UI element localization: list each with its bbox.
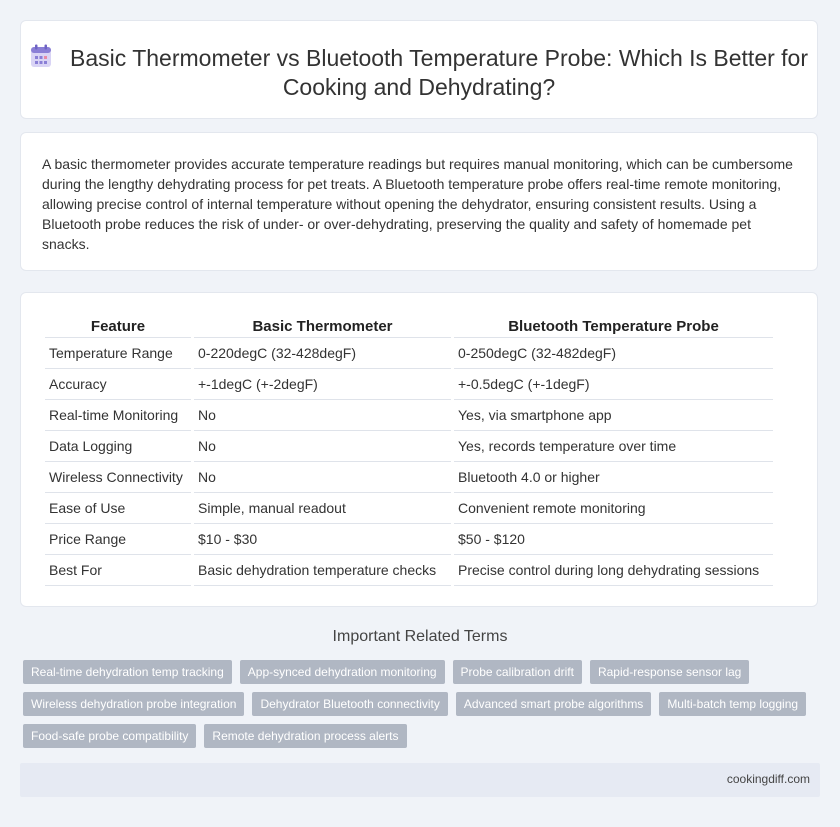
- table-header-row: [45, 315, 773, 338]
- bluetooth-cell: 0-250degC (32-482degF): [454, 338, 773, 369]
- related-term-tag[interactable]: Multi-batch temp logging: [659, 692, 806, 716]
- header-feature: Feature: [45, 315, 191, 338]
- bluetooth-cell: $50 - $120: [454, 524, 773, 555]
- basic-cell: No: [194, 462, 451, 493]
- header-bluetooth-probe: Bluetooth Temperature Probe: [454, 315, 773, 338]
- table-row: [45, 400, 773, 431]
- basic-cell: No: [194, 400, 451, 431]
- table-row: [45, 369, 773, 400]
- bluetooth-cell: Yes, via smartphone app: [454, 400, 773, 431]
- basic-cell: No: [194, 431, 451, 462]
- comparison-table: [42, 315, 776, 586]
- intro-card: [20, 132, 818, 271]
- related-term-tag[interactable]: App-synced dehydration monitoring: [240, 660, 445, 684]
- table-row: [45, 493, 773, 524]
- bluetooth-cell: Bluetooth 4.0 or higher: [454, 462, 773, 493]
- table-row: [45, 462, 773, 493]
- basic-cell: Basic dehydration temperature checks: [194, 555, 451, 586]
- basic-cell: +-1degC (+-2degF): [194, 369, 451, 400]
- basic-cell: Simple, manual readout: [194, 493, 451, 524]
- feature-cell: Temperature Range: [45, 338, 191, 369]
- calendar-icon: [30, 44, 52, 68]
- related-terms-list: [23, 660, 818, 748]
- feature-cell: Data Logging: [45, 431, 191, 462]
- bluetooth-cell: +-0.5degC (+-1degF): [454, 369, 773, 400]
- feature-cell: Best For: [45, 555, 191, 586]
- bluetooth-cell: Precise control during long dehydrating sessions: [454, 555, 773, 586]
- related-term-tag[interactable]: Real-time dehydration temp tracking: [23, 660, 232, 684]
- related-term-tag[interactable]: Remote dehydration process alerts: [204, 724, 406, 748]
- feature-cell: Ease of Use: [45, 493, 191, 524]
- feature-cell: Real-time Monitoring: [45, 400, 191, 431]
- intro-paragraph: A basic thermometer provides accurate temperature readings but requires manual monitoring, which can be cumbersome during the lengthy dehydrating process for pet treats. A Bluetooth temperature probe offers real-time remote monitoring, allowing precise control of internal temperature without opening the dehydrator, ensuring consistent results. Using a Bluetooth probe reduces the risk of under- or over-dehydrating, preserving the quality and safety of homemade pet snacks.: [42, 156, 793, 252]
- related-term-tag[interactable]: Rapid-response sensor lag: [590, 660, 749, 684]
- feature-cell: Wireless Connectivity: [45, 462, 191, 493]
- table-row: [45, 524, 773, 555]
- table-row: [45, 338, 773, 369]
- footer-site-link[interactable]: cookingdiff.com: [726, 772, 810, 786]
- table-row: [45, 555, 773, 586]
- bluetooth-cell: Yes, records temperature over time: [454, 431, 773, 462]
- related-term-tag[interactable]: Wireless dehydration probe integration: [23, 692, 244, 716]
- footer: [20, 763, 820, 797]
- basic-cell: $10 - $30: [194, 524, 451, 555]
- related-terms-heading: Important Related Terms: [332, 628, 508, 645]
- header-basic-thermometer: Basic Thermometer: [194, 315, 451, 338]
- related-term-tag[interactable]: Probe calibration drift: [453, 660, 582, 684]
- related-term-tag[interactable]: Dehydrator Bluetooth connectivity: [252, 692, 447, 716]
- page-title: [21, 44, 817, 102]
- related-term-tag[interactable]: Advanced smart probe algorithms: [456, 692, 651, 716]
- feature-cell: Accuracy: [45, 369, 191, 400]
- comparison-card: [20, 292, 818, 607]
- feature-cell: Price Range: [45, 524, 191, 555]
- title-card: [20, 20, 818, 119]
- page-title-text: Basic Thermometer vs Bluetooth Temperature Probe: Which Is Better for Cooking and Dehydrating?: [69, 45, 809, 100]
- basic-cell: 0-220degC (32-428degF): [194, 338, 451, 369]
- related-term-tag[interactable]: Food-safe probe compatibility: [23, 724, 196, 748]
- bluetooth-cell: Convenient remote monitoring: [454, 493, 773, 524]
- table-row: [45, 431, 773, 462]
